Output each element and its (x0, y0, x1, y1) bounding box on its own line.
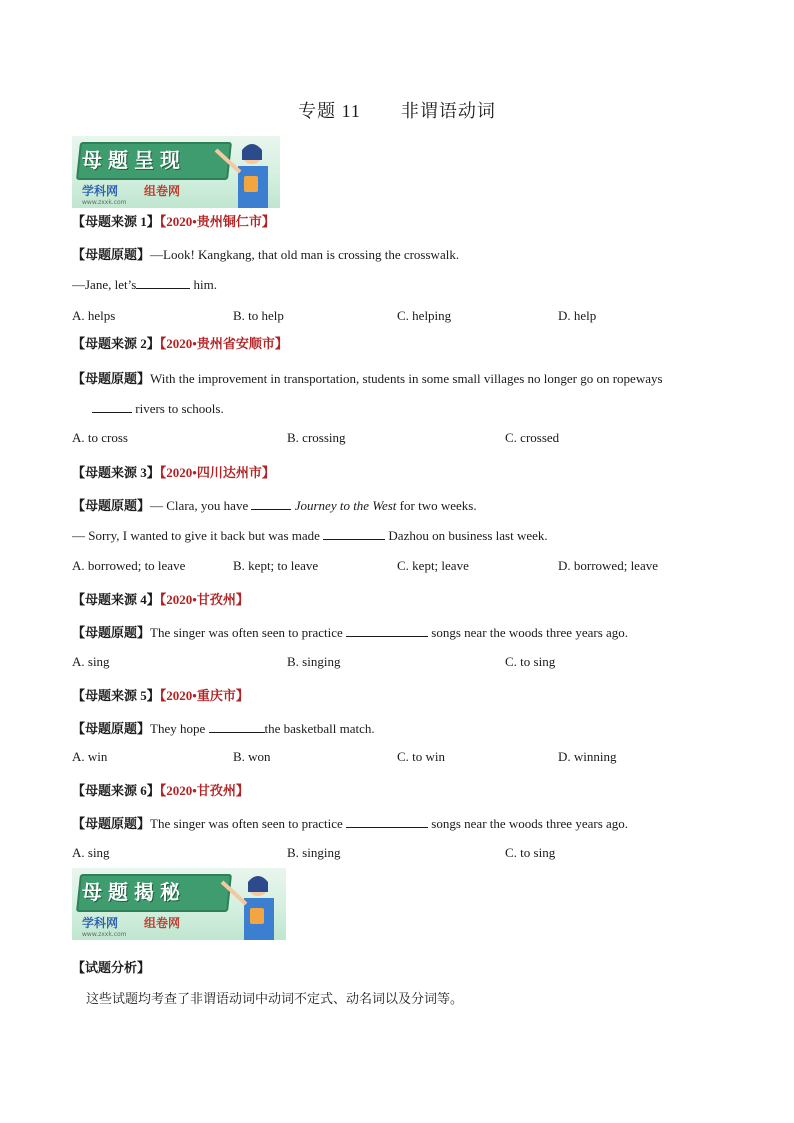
option-b: B. crossing (287, 430, 346, 445)
teacher-figure-icon (210, 136, 280, 208)
answer-blank (209, 720, 265, 733)
topic-name: 非谓语动词 (400, 101, 496, 121)
question-source-5: 【母题来源 5】【2020•重庆市】 (72, 688, 249, 703)
banner-ribbon-text: 母题呈现 (82, 148, 186, 172)
banner-ribbon-text: 母题揭秘 (82, 880, 186, 904)
option-c: C. kept; leave (397, 558, 469, 573)
answer-blank (92, 400, 132, 413)
option-b: B. kept; to leave (233, 558, 319, 573)
page-title (0, 97, 794, 123)
option-d: D. help (558, 308, 597, 323)
answer-blank (346, 624, 428, 637)
analysis-text: 这些试题均考查了非谓语动词中动词不定式、动名词以及分词等。 (86, 992, 464, 1007)
option-a: A. sing (72, 845, 110, 860)
question-source-4: 【母题来源 4】【2020•甘孜州】 (72, 592, 249, 607)
question-stem-5: 【母题原题】They hope the basketball match. (72, 721, 375, 736)
zujuan-logo: 组卷网 (144, 916, 181, 930)
option-a: A. sing (72, 654, 110, 669)
analysis-label: 【试题分析】 (72, 960, 151, 975)
option-b: B. singing (287, 654, 341, 669)
question-line-3b: — Sorry, I wanted to give it back but was made Dazhou on business last week. (72, 528, 548, 543)
option-c: C. crossed (505, 430, 560, 445)
answer-blank (251, 497, 291, 510)
xueke-logo: 学科网 www.zxxk.com (82, 184, 127, 206)
question-source-6: 【母题来源 6】【2020•甘孜州】 (72, 783, 249, 798)
option-c: C. to sing (505, 654, 556, 669)
question-source-2: 【母题来源 2】【2020•贵州省安顺市】 (72, 336, 288, 351)
xueke-logo: 学科网 www.zxxk.com (82, 916, 127, 938)
section-banner-reveal (72, 868, 286, 940)
option-a: A. win (72, 749, 108, 764)
question-stem-2: 【母题原题】With the improvement in transportation, students in some small villages no longer go on ropeways (72, 371, 663, 386)
question-stem-4: 【母题原题】The singer was often seen to practice songs near the woods three years ago. (72, 625, 629, 640)
section-banner-present (72, 136, 280, 208)
option-d: D. borrowed; leave (558, 558, 658, 573)
question-stem-3: 【母题原题】— Clara, you have Journey to the West for two weeks. (72, 498, 477, 513)
option-c: C. helping (397, 308, 452, 323)
answer-blank (323, 527, 385, 540)
option-a: A. helps (72, 308, 116, 323)
question-source-1: 【母题来源 1】【2020•贵州铜仁市】 (72, 214, 275, 229)
option-c: C. to win (397, 749, 446, 764)
question-source-3: 【母题来源 3】【2020•四川达州市】 (72, 465, 275, 480)
option-d: D. winning (558, 749, 617, 764)
option-b: B. singing (287, 845, 341, 860)
option-b: B. won (233, 749, 271, 764)
question-line-1b: —Jane, let’s him. (72, 277, 217, 292)
answer-blank (136, 276, 190, 289)
question-stem-6: 【母题原题】The singer was often seen to practice songs near the woods three years ago. (72, 816, 629, 831)
teacher-figure-icon (216, 868, 286, 940)
question-stem-1: 【母题原题】—Look! Kangkang, that old man is crossing the crosswalk. (72, 247, 460, 262)
topic-number: 专题 11 (298, 101, 361, 121)
option-b: B. to help (233, 308, 284, 323)
option-a: A. to cross (72, 430, 128, 445)
option-c: C. to sing (505, 845, 556, 860)
answer-blank (346, 815, 428, 828)
question-line-2b: rivers to schools. (92, 400, 224, 417)
zujuan-logo: 组卷网 (144, 184, 181, 198)
option-a: A. borrowed; to leave (72, 558, 186, 573)
